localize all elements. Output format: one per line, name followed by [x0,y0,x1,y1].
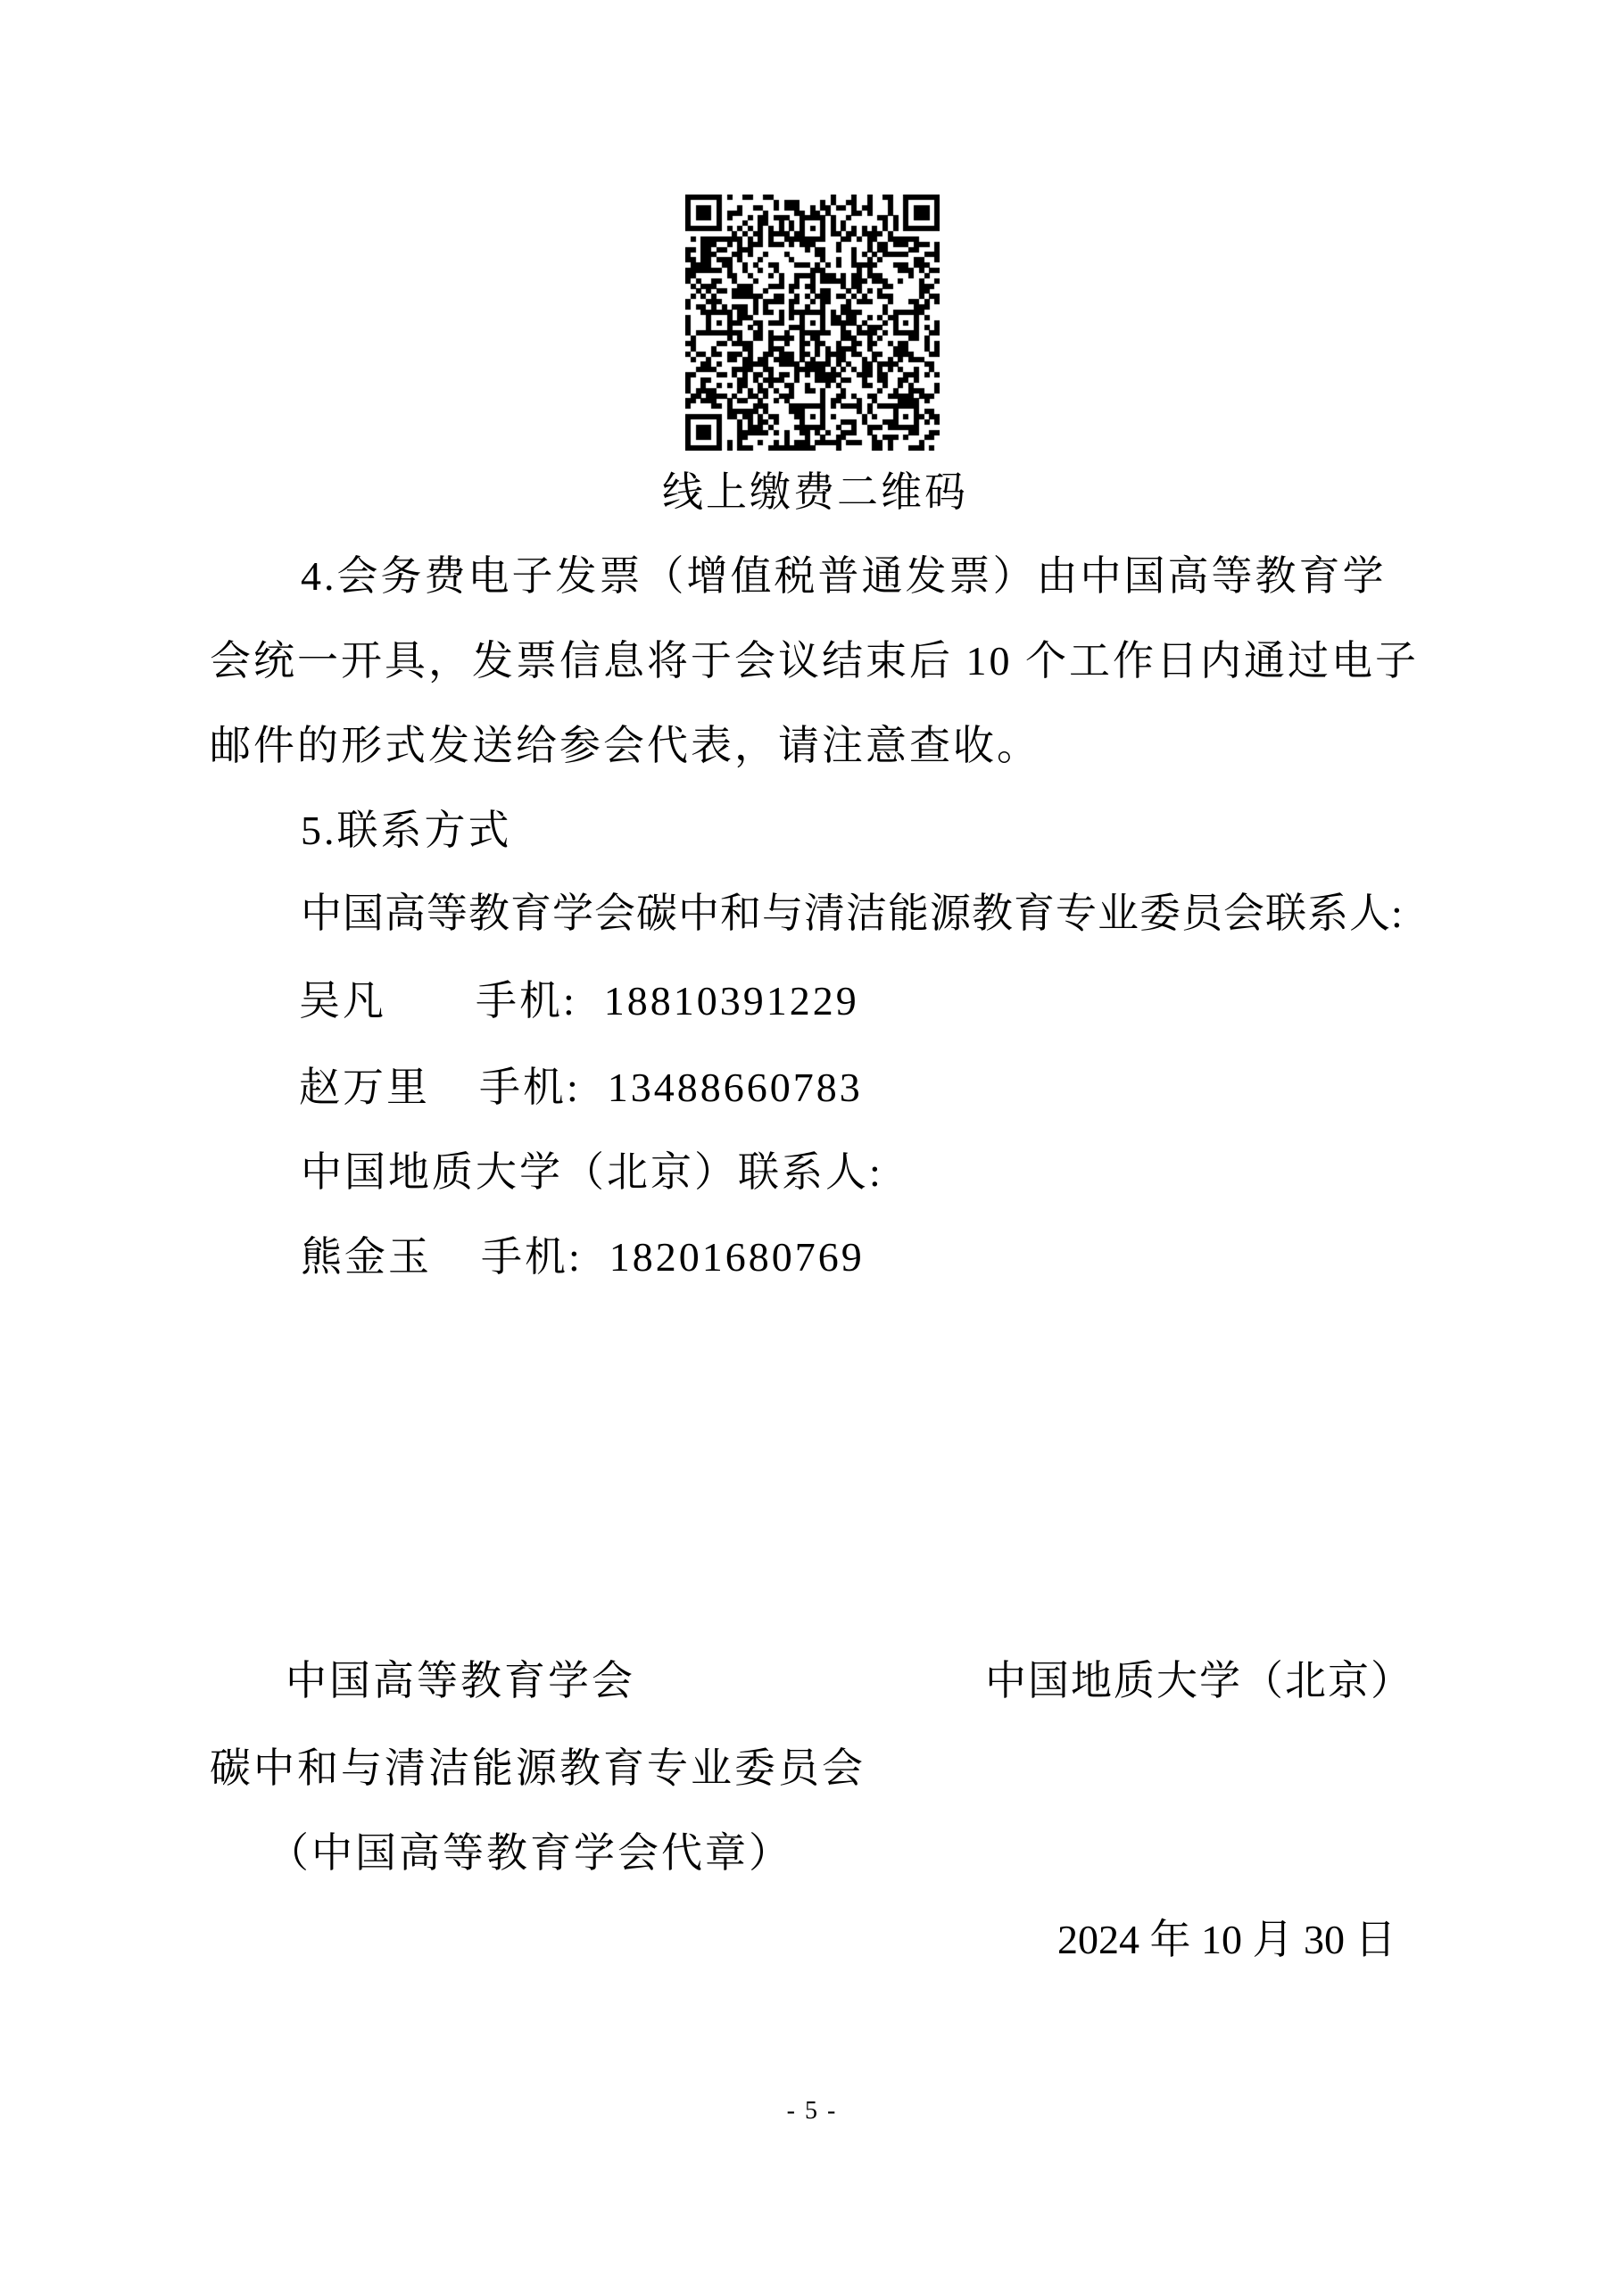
org2-contact-label: 中国地质大学（北京）联系人: [301,1149,883,1195]
contact-row [299,1066,863,1109]
contact-name: 吴凡 [299,978,386,1024]
contact-name: 赵万里 [299,1065,430,1110]
section5-heading: 5.联系方式 [301,808,512,853]
document-date: 2024 年 10 月 30 日 [1057,1917,1396,1962]
phone-label: 手机: [476,978,577,1024]
contact-row [301,1236,865,1279]
signature-committee: 碳中和与清洁能源教育专业委员会 [210,1745,866,1791]
signature-org-right: 中国地质大学（北京） [985,1658,1413,1703]
page-number: - 5 - [786,2097,838,2125]
payment-qr-code [685,195,940,451]
org1-contact-label: 中国高等教育学会碳中和与清洁能源教育专业委员会联系人: [301,891,1404,936]
paragraph4-line3: 邮件的形式发送给参会代表，请注意查收。 [210,723,1040,768]
phone-label: 手机: [479,1065,581,1110]
phone-number: 13488660783 [607,1065,863,1110]
paragraph4-line1: 4.会务费电子发票（增值税普通发票）由中国高等教育学 [301,553,1387,599]
phone-label: 手机: [481,1234,583,1280]
signature-org-left: 中国高等教育学会 [286,1658,635,1703]
phone-number: 18201680769 [609,1234,865,1280]
signature-seal-note: （中国高等教育学会代章） [268,1830,792,1876]
paragraph4-line2: 会统一开具，发票信息将于会议结束后 10 个工作日内通过电子 [210,638,1419,684]
phone-number: 18810391229 [603,978,859,1024]
contact-name: 熊金玉 [301,1234,432,1280]
contact-row [299,980,859,1023]
qr-caption: 线上缴费二维码 [662,469,968,515]
